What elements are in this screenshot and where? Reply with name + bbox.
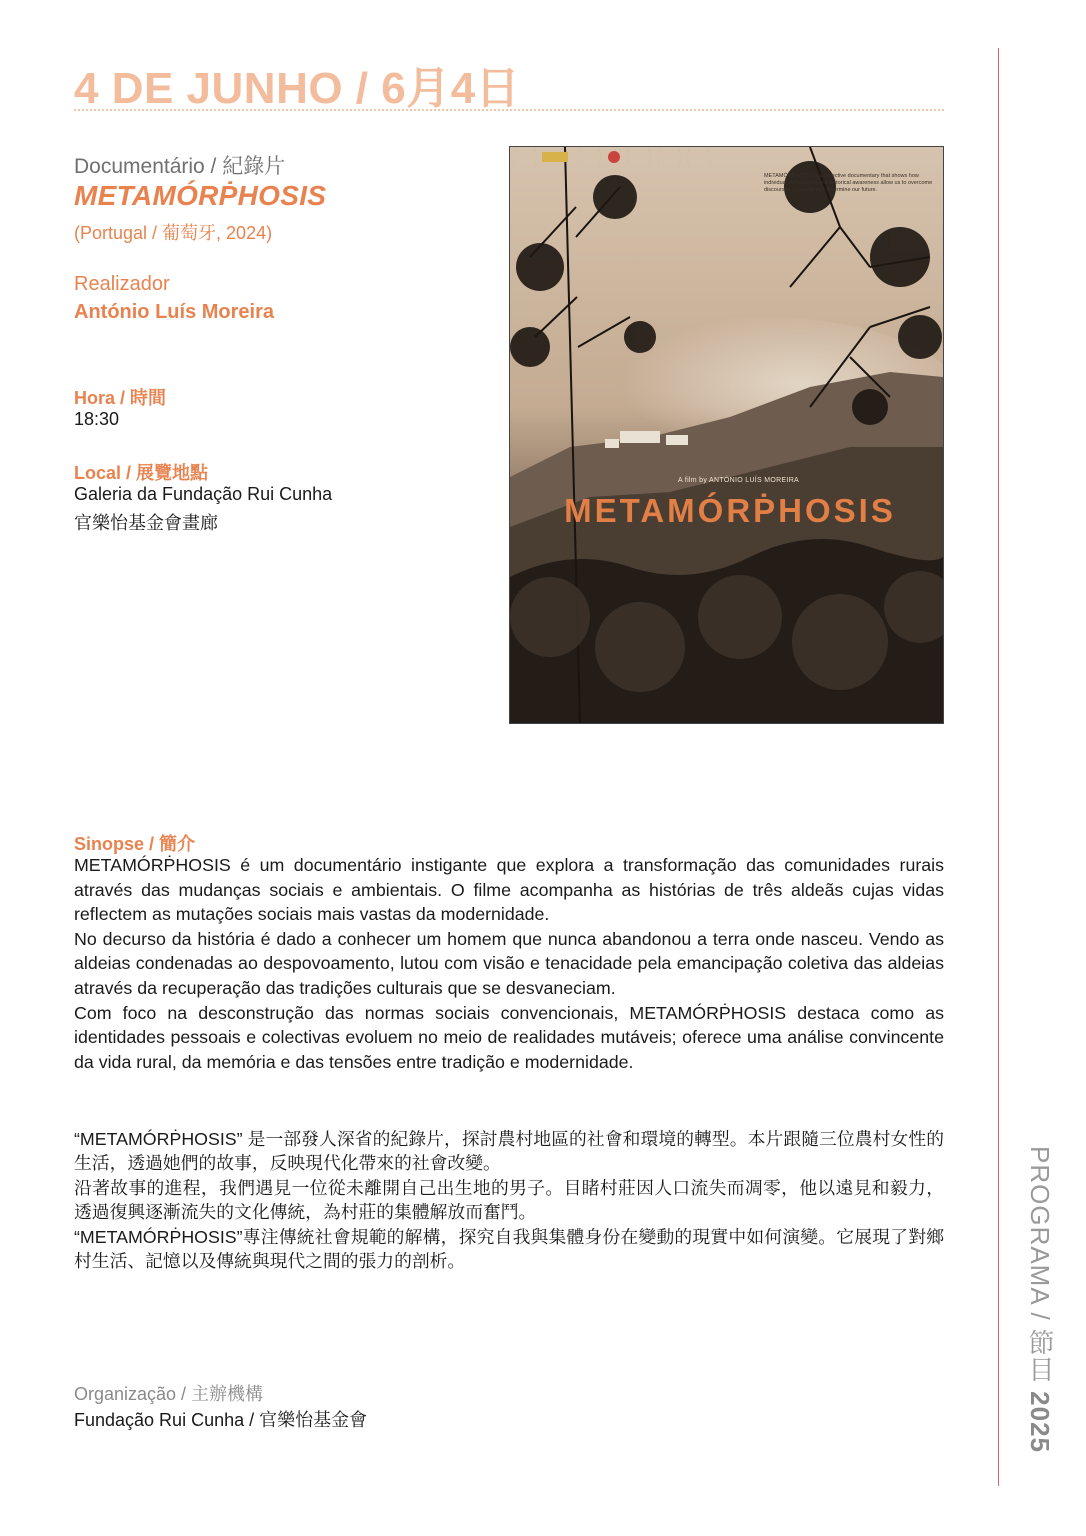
synopsis-pt-paragraph: Com foco na desconstrução das normas sociais convencionais, METAMÓRṖHOSIS destaca como as identidades pessoais e colectivas evoluem no meio de realidades mutáveis; oferece uma análise convincente da vida rural, da memória e das tensões entre tradição e modernidade.: [74, 1002, 944, 1072]
heading-divider: [74, 109, 944, 111]
festival-laurels: [510, 147, 720, 167]
poster-credit: A film by ANTÓNIO LUÍS MOREIRA: [678, 477, 800, 484]
synopsis-zh-paragraph: 沿著故事的進程，我們遇見一位從未離開自己出生地的男子。目睹村莊因人口流失而凋零，他以遠見和毅力，透過復興逐漸流失的文化傳統，為村莊的集體解放而奮鬥。: [74, 1177, 944, 1223]
organizer-label: Organização / 主辦機構: [74, 1384, 264, 1404]
synopsis-pt-paragraph: METAMÓRṖHOSIS é um documentário instigante que explora a transformação das comunidades rurais através das mudanças sociais e ambientais. O filme acompanha as histórias de três aldeãs cujas vidas reflectem as mutações sociais mais vastas da modernidade.: [74, 855, 944, 925]
program-year: 2025: [1025, 1391, 1055, 1453]
time-label: Hora / 時間: [74, 388, 167, 408]
venue-name-zh: 官樂怡基金會畫廊: [74, 513, 218, 533]
side-rule: [998, 48, 999, 1486]
venue-label: Local / 展覽地點: [74, 463, 209, 483]
program-label: PROGRAMA / 節目: [1025, 1146, 1055, 1392]
synopsis-portuguese: [74, 853, 944, 1074]
poster-artwork: [510, 147, 943, 723]
film-title: METAMÓRṖHOSIS: [74, 180, 327, 211]
synopsis-zh-paragraph: “METAMÓRṖHOSIS”專注傳統社會規範的解構，探究自我與集體身份在變動的現實中如何演變。它展現了對鄉村生活、記憶以及傳統與現代之間的張力的剖析。: [74, 1226, 944, 1272]
venue-name-pt: Galeria da Fundação Rui Cunha: [74, 484, 333, 504]
poster-blurb: METAMÓRṖHOSIS is a reflective documentary that shows how individual self-esteem and historical awareness allow us to overcome discourses of fatality and determine our future.: [764, 173, 933, 193]
poster-title: METAMÓRṖHOSIS: [564, 492, 896, 529]
film-origin: (Portugal / 葡萄牙, 2024): [74, 223, 273, 243]
synopsis-pt-paragraph: No decurso da história é dado a conhecer um homem que nunca abandonou a terra onde nasceu. Vendo as aldeias condenadas ao despovoamento, lutou com visão e tenacidade pela emancipação coletiva das aldeias através da recuperação das tradições culturais que se desvaneciam.: [74, 928, 944, 998]
film-poster: [509, 146, 944, 724]
director-name: António Luís Moreira: [74, 301, 274, 323]
synopsis-chinese: [74, 1127, 944, 1273]
synopsis-label: Sinopse / 簡介: [74, 834, 196, 854]
director-label: Realizador: [74, 273, 170, 295]
synopsis-zh-paragraph: “METAMÓRṖHOSIS” 是一部發人深省的紀錄片，探討農村地區的社會和環境的轉型。本片跟隨三位農村女性的生活，透過她們的故事，反映現代化帶來的社會改變。: [74, 1129, 944, 1174]
film-genre: Documentário / 紀錄片: [74, 155, 286, 178]
date-heading: 4 DE JUNHO / 6月4日: [74, 64, 521, 113]
time-value: 18:30: [74, 409, 120, 429]
organizer-name: Fundação Rui Cunha / 官樂怡基金會: [74, 1410, 368, 1430]
program-year-label: [1022, 1146, 1059, 1453]
